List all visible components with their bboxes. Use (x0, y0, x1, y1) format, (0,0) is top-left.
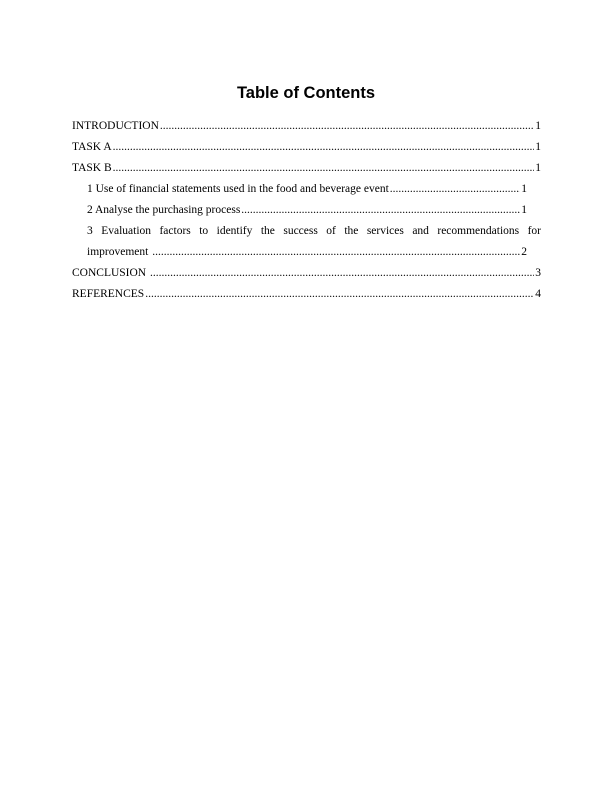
toc-page-number: 4 (535, 288, 541, 300)
toc-entry-label: 2 Analyse the purchasing process (87, 204, 241, 216)
toc-entry-introduction[interactable] (72, 116, 541, 137)
dot-leader (113, 137, 535, 158)
toc-page-number: 1 (521, 204, 527, 216)
toc-entry-label: INTRODUCTION (72, 120, 159, 132)
toc-page-number: 3 (535, 267, 541, 279)
toc-entry-task-a[interactable] (72, 137, 541, 158)
dot-leader (150, 263, 534, 284)
toc-page-number: 1 (535, 141, 541, 153)
table-of-contents (72, 116, 541, 305)
toc-entry-conclusion[interactable] (72, 263, 541, 284)
toc-page-number: 1 (521, 183, 527, 195)
dot-leader (113, 158, 535, 179)
toc-entry-label: REFERENCES (72, 288, 145, 300)
toc-entry-financial-statements[interactable] (72, 179, 527, 200)
toc-entry-label: TASK A (72, 141, 112, 153)
toc-entry-references[interactable] (72, 284, 541, 305)
toc-page-number: 1 (535, 120, 541, 132)
toc-page-number: 2 (521, 246, 527, 258)
toc-entry-label-line2: improvement (87, 246, 152, 258)
page-title: Table of Contents (236, 84, 376, 102)
dot-leader (152, 242, 520, 263)
toc-entry-evaluation-factors[interactable] (72, 221, 541, 263)
dot-leader (145, 284, 534, 305)
toc-entry-label-line1: 3 Evaluation factors to identify the success of the services and recommendations for (87, 225, 541, 237)
toc-entry-label: CONCLUSION (72, 267, 149, 279)
toc-entry-label: TASK B (72, 162, 112, 174)
toc-entry-label: 1 Use of financial statements used in the food and beverage event (87, 183, 389, 195)
toc-entry-task-b[interactable] (72, 158, 541, 179)
toc-entry-purchasing-process[interactable] (72, 200, 527, 221)
dot-leader (160, 116, 534, 137)
dot-leader (390, 179, 520, 200)
dot-leader (241, 200, 520, 221)
toc-page-number: 1 (535, 162, 541, 174)
